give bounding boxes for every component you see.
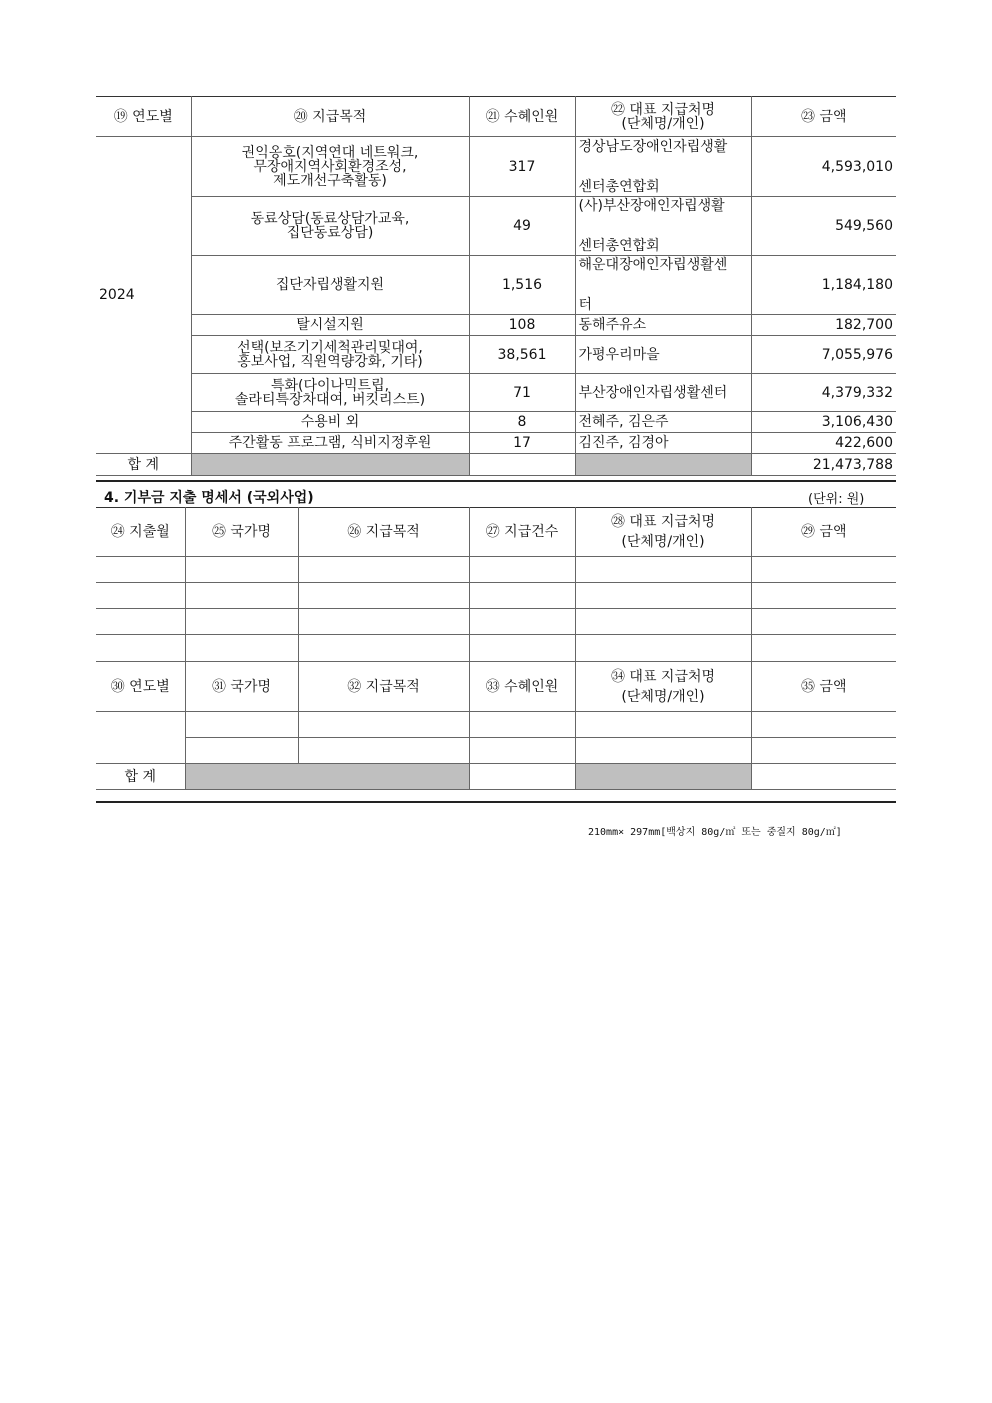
payee-cell: 가평우리마을 (575, 336, 751, 374)
section-title: 4. 기부금 지출 명세서 (국외사업) (104, 490, 314, 506)
empty-cell (751, 738, 896, 764)
amount-cell: 7,055,976 (751, 336, 896, 374)
total-row (96, 454, 896, 476)
header-amount: ㉓ 금액 (751, 97, 896, 137)
count-cell: 108 (469, 315, 575, 336)
empty-cell (751, 609, 896, 635)
count-cell: 317 (469, 137, 575, 197)
empty-cell (575, 738, 751, 764)
table-row (96, 137, 896, 197)
header-payee-line2: (단체명/개인) (621, 534, 705, 550)
header-count: ㉑ 수혜인원 (469, 97, 575, 137)
unit-label: (단위: 원) (808, 492, 865, 507)
header-payee (575, 662, 751, 712)
purpose-line: 선택(보조기기세척관리및대여, (237, 339, 423, 356)
empty-cell (298, 583, 469, 609)
table-row (96, 412, 896, 433)
header-month: ㉔ 지출월 (96, 508, 185, 557)
paper-spec-footer: 210mm× 297mm[백상지 80g/㎡ 또는 중질지 80g/㎡] (588, 827, 842, 838)
payee-line: 터 (578, 297, 593, 313)
empty-cell (575, 557, 751, 583)
empty-cell (575, 635, 751, 662)
purpose-line: 홍보사업, 직원역량강화, 기타) (237, 353, 423, 370)
header-year: ㉚ 연도별 (96, 662, 185, 712)
header-payee-line1: ㉞ 대표 지급처명 (610, 668, 716, 685)
payee-cell: 김진주, 김경아 (575, 433, 751, 454)
header-payee-line2: (단체명/개인) (621, 688, 705, 705)
header-payee-line2: (단체명/개인) (621, 115, 705, 132)
empty-cell (185, 712, 298, 738)
header-payee (575, 97, 751, 137)
payee-line: 센터총연합회 (578, 238, 660, 254)
total-purpose-blank (191, 454, 469, 476)
purpose-line: 특화(다이나믹트립, (270, 377, 390, 394)
header-country: ㉛ 국가명 (185, 662, 298, 712)
header-purpose: ⑳ 지급목적 (191, 97, 469, 137)
table-row (96, 433, 896, 454)
header-count: ㉝ 수혜인원 (469, 662, 575, 712)
total-label: 합 계 (96, 764, 185, 790)
purpose-line: 솔라티특장차대여, 버킷리스트) (234, 391, 426, 408)
domestic-expense-table (96, 96, 896, 476)
table-row (96, 738, 896, 764)
empty-cell (96, 635, 185, 662)
header-purpose: ㉖ 지급목적 (298, 508, 469, 557)
count-cell: 17 (469, 433, 575, 454)
empty-cell (469, 738, 575, 764)
empty-cell (96, 557, 185, 583)
empty-cell (96, 609, 185, 635)
table-row (96, 374, 896, 412)
count-cell: 8 (469, 412, 575, 433)
amount-cell: 549,560 (751, 197, 896, 256)
total-label: 합 계 (96, 454, 191, 476)
purpose-cell (191, 336, 469, 374)
empty-cell (469, 712, 575, 738)
empty-cell (575, 609, 751, 635)
table-row (96, 557, 896, 583)
section-divider (96, 480, 896, 482)
empty-cell (469, 609, 575, 635)
purpose-line: 권익옹호(지역연대 네트워크, (241, 144, 419, 161)
amount-cell: 1,184,180 (751, 256, 896, 315)
empty-cell (751, 557, 896, 583)
total-payee-blank (575, 454, 751, 476)
table-row (96, 256, 896, 315)
year-cell: 2024 (96, 137, 191, 454)
total-payee-blank (575, 764, 751, 790)
amount-cell: 4,379,332 (751, 374, 896, 412)
total-count-blank (469, 454, 575, 476)
empty-cell (298, 609, 469, 635)
purpose-cell (191, 137, 469, 197)
purpose-line: 동료상담(동료상담가교육, (250, 211, 410, 227)
count-cell: 49 (469, 197, 575, 256)
table-row (96, 635, 896, 662)
empty-cell (185, 738, 298, 764)
count-cell: 38,561 (469, 336, 575, 374)
empty-cell (298, 738, 469, 764)
header-purpose: ㉜ 지급목적 (298, 662, 469, 712)
payee-cell: 동해주유소 (575, 315, 751, 336)
total-row (96, 764, 896, 790)
table-row (96, 583, 896, 609)
amount-cell: 4,593,010 (751, 137, 896, 197)
header-payee-line1: ㉘ 대표 지급처명 (610, 514, 716, 530)
payee-cell: 부산장애인자립생활센터 (575, 374, 751, 412)
count-cell: 71 (469, 374, 575, 412)
empty-cell (575, 583, 751, 609)
header-payee (575, 508, 751, 557)
total-count-blank (469, 764, 575, 790)
empty-cell (185, 635, 298, 662)
empty-cell (469, 557, 575, 583)
empty-cell (751, 635, 896, 662)
table-row (96, 197, 896, 256)
header-payee-line1: ㉒ 대표 지급처명 (610, 101, 716, 118)
purpose-line: 집단자립생활지원 (275, 277, 385, 293)
header-cases: ㉗ 지급건수 (469, 508, 575, 557)
empty-cell (298, 635, 469, 662)
header-amount: ㉙ 금액 (751, 508, 896, 557)
purpose-line: 집단동료상담) (286, 225, 374, 241)
empty-cell (751, 712, 896, 738)
payee-line: 경상남도장애인자립생활 (578, 138, 728, 155)
purpose-cell (191, 374, 469, 412)
purpose-cell: 주간활동 프로그램, 식비지정후원 (191, 433, 469, 454)
empty-cell (185, 583, 298, 609)
amount-cell: 3,106,430 (751, 412, 896, 433)
empty-cell (469, 635, 575, 662)
purpose-cell (191, 197, 469, 256)
payee-cell (575, 197, 751, 256)
bottom-rule (96, 801, 896, 803)
purpose-cell: 탈시설지원 (191, 315, 469, 336)
purpose-line: 무장애지역사회환경조성, (253, 158, 407, 175)
table-row (96, 336, 896, 374)
amount-cell: 182,700 (751, 315, 896, 336)
empty-cell (751, 583, 896, 609)
empty-cell (96, 583, 185, 609)
amount-cell: 422,600 (751, 433, 896, 454)
table-row (96, 712, 896, 738)
purpose-cell (191, 256, 469, 315)
header-amount: ㉟ 금액 (751, 662, 896, 712)
payee-line: 센터총연합회 (578, 178, 660, 195)
empty-cell (575, 712, 751, 738)
payee-cell (575, 256, 751, 315)
total-amount: 21,473,788 (751, 454, 896, 476)
empty-cell (185, 557, 298, 583)
table-row (96, 315, 896, 336)
payee-cell: 전혜주, 김은주 (575, 412, 751, 433)
total-purpose-blank (185, 764, 469, 790)
empty-cell (298, 712, 469, 738)
header-year: ⑲ 연도별 (96, 97, 191, 137)
overseas-expense-table (96, 507, 896, 790)
header-country: ㉕ 국가명 (185, 508, 298, 557)
empty-cell (185, 609, 298, 635)
table-row (96, 609, 896, 635)
payee-line: (사)부산장애인자립생활 (578, 198, 725, 214)
payee-cell (575, 137, 751, 197)
empty-cell (96, 712, 185, 764)
count-cell: 1,516 (469, 256, 575, 315)
empty-cell (469, 583, 575, 609)
payee-line: 해운대장애인자립생활센 (578, 257, 728, 273)
total-amount-blank (751, 764, 896, 790)
purpose-cell: 수용비 외 (191, 412, 469, 433)
empty-cell (298, 557, 469, 583)
purpose-line: 제도개선구축활동) (273, 172, 387, 189)
